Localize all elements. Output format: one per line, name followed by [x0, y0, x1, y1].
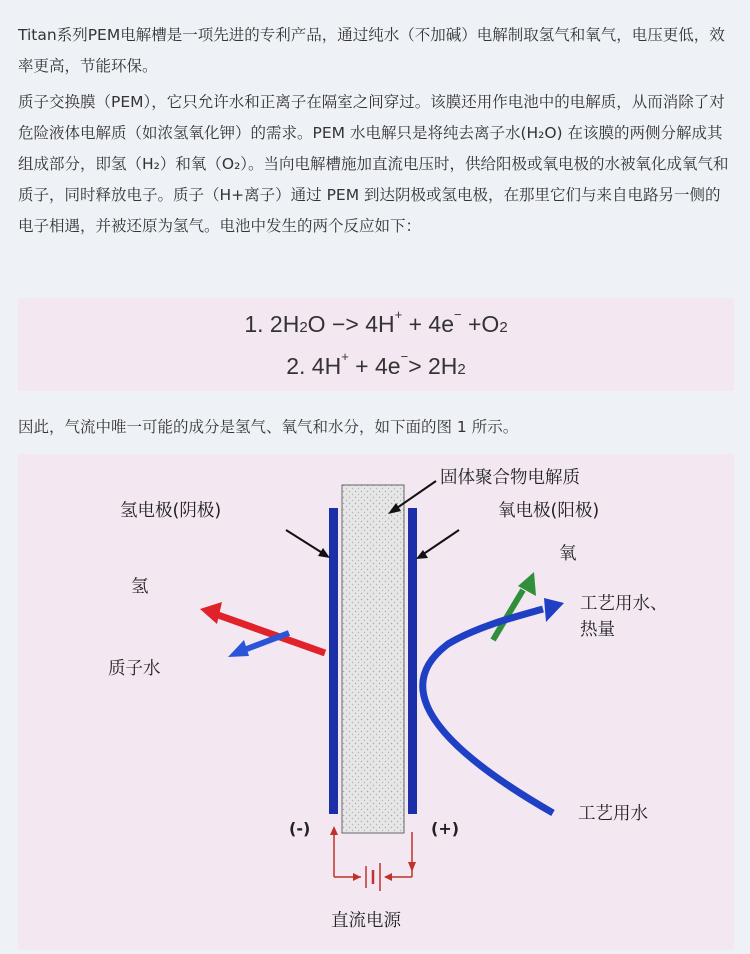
label-electrolyte: 固体聚合物电解质: [440, 468, 580, 488]
pem-description-paragraph: 质子交换膜（PEM），它只允许水和正离子在隔室之间穿过。该膜还用作电池中的电解质，从而消除了对危险液体电解质（如浓氢氧化钾）的需求。PEM 水电解只是将纯去离子水(H₂O) 在该膜的两侧分解成其组成部分，即氢（H₂）和氧（O₂）。当向电解槽施加直流电压时，供给阳极或氧电极的水被氧化成氧气和质子，同时释放电子。质子（H+离子）通过 PEM 到达阴极或氢电极，在那里它们与来自电路另一侧的电子相遇，并被还原为氢气。电池中发生的两个反应如下：: [18, 93, 729, 235]
eq2-sup2: −: [400, 349, 409, 365]
label-process-water-heat-1: 工艺用水、: [580, 594, 668, 614]
label-hydrogen: 氢: [131, 577, 149, 597]
label-dc-source: 直流电源: [331, 911, 401, 931]
label-anode: 氧电极(阳极): [498, 501, 600, 521]
dc-circuit: [330, 826, 416, 891]
eq1-sub2: 2: [499, 319, 508, 336]
pointer-arrow-anode: [416, 530, 459, 559]
eq1-mid1: O −> 4H: [307, 311, 395, 337]
label-positive-terminal: (+): [431, 819, 460, 838]
anode-electrode: [408, 508, 417, 814]
equation-2: [18, 349, 734, 380]
conclusion-paragraph: 因此，气流中唯一可能的成分是氢气、氧气和水分，如下面的图 1 所示。: [18, 418, 519, 436]
equations-box: [18, 298, 734, 391]
label-process-water-heat-2: 热量: [580, 620, 615, 640]
label-oxygen: 氧: [559, 544, 577, 564]
process-water-curve: [423, 598, 564, 813]
eq1-sup2: −: [454, 307, 462, 323]
intro-paragraph: Titan系列PEM电解槽是一项先进的专利产品，通过纯水（不加碱）电解制取氢气和氧气，电压更低，效率更高，节能环保。: [18, 26, 725, 75]
eq1-sub1: 2: [299, 319, 308, 336]
proton-water-arrow: [228, 633, 289, 657]
eq2-mid1: + 4e: [348, 353, 401, 379]
eq2-prefix: 2. 4H: [286, 353, 342, 379]
eq2-sup1: +: [341, 349, 349, 365]
eq2-sub1: 2: [457, 361, 466, 378]
eq2-mid2: > 2H: [408, 353, 458, 379]
oxygen-arrow: [493, 572, 536, 640]
label-proton-water: 质子水: [108, 659, 161, 679]
label-process-water: 工艺用水: [578, 804, 648, 824]
pointer-arrow-cathode: [286, 530, 330, 558]
pem-diagram: [18, 454, 734, 950]
diagram-graphics: [18, 454, 734, 950]
equation-1: [18, 307, 734, 338]
label-cathode: 氢电极(阴极): [120, 501, 222, 521]
eq1-prefix: 1. 2H: [244, 311, 300, 337]
eq1-mid2: + 4e: [402, 311, 454, 337]
eq1-sup1: +: [394, 307, 403, 323]
cathode-electrode: [329, 508, 338, 814]
eq1-mid3: +O: [461, 311, 500, 337]
label-negative-terminal: (-): [289, 819, 311, 838]
solid-polymer-electrolyte: [342, 485, 404, 833]
